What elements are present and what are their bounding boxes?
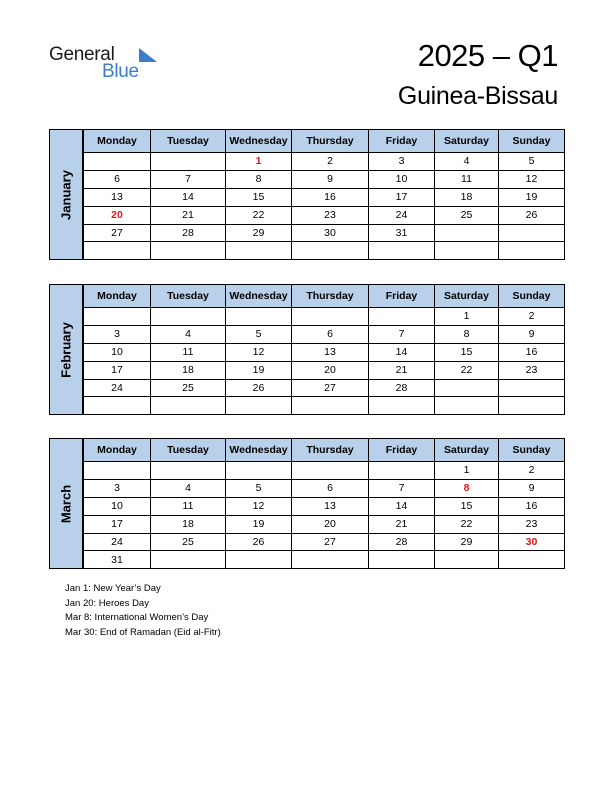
month-table [83,284,565,415]
day-cell: 17 [84,515,151,533]
logo-triangle-icon [137,46,159,64]
week-row [84,462,565,480]
day-cell: 19 [499,188,565,206]
empty-day-cell [84,397,151,415]
empty-day-cell [292,308,369,326]
day-cell: 7 [369,479,435,497]
day-cell: 11 [151,497,226,515]
day-cell: 5 [226,325,292,343]
day-cell: 28 [369,379,435,397]
day-cell: 9 [499,325,565,343]
empty-day-cell [499,397,565,415]
weekday-header: Monday [84,130,151,153]
day-cell: 10 [84,497,151,515]
day-cell: 27 [292,533,369,551]
week-row [84,153,565,171]
holiday-note: Jan 20: Heroes Day [65,597,149,609]
day-cell: 31 [369,224,435,242]
day-cell: 18 [435,188,499,206]
weekday-header: Saturday [435,285,499,308]
day-cell: 16 [499,343,565,361]
day-cell: 30 [292,224,369,242]
empty-day-cell [369,397,435,415]
week-row [84,206,565,224]
day-cell: 23 [499,515,565,533]
day-cell: 14 [369,343,435,361]
empty-day-cell [151,153,226,171]
day-cell: 2 [499,308,565,326]
day-cell: 1 [435,308,499,326]
empty-day-cell [84,242,151,260]
holiday-note: Mar 30: End of Ramadan (Eid al-Fitr) [65,626,221,638]
week-row [84,343,565,361]
week-row [84,397,565,415]
empty-day-cell [435,551,499,569]
empty-day-cell [499,551,565,569]
day-cell: 5 [226,479,292,497]
day-cell: 4 [151,479,226,497]
empty-day-cell [292,462,369,480]
weekday-header: Thursday [292,130,369,153]
month-table [83,129,565,260]
day-cell: 15 [226,188,292,206]
empty-day-cell [226,308,292,326]
day-cell: 3 [84,479,151,497]
day-cell: 23 [292,206,369,224]
page-title: 2025 – Q1 [417,38,558,73]
day-cell: 4 [435,153,499,171]
week-row [84,515,565,533]
empty-day-cell [369,462,435,480]
day-cell: 20 [292,515,369,533]
weekday-header: Wednesday [226,285,292,308]
weekday-header: Sunday [499,130,565,153]
holiday-note: Jan 1: New Year’s Day [65,583,161,594]
weekday-header: Monday [84,439,151,462]
day-cell: 3 [369,153,435,171]
month-label [49,129,83,260]
month-name: January [58,169,74,220]
month-table [83,438,565,569]
week-row [84,379,565,397]
day-cell: 9 [292,170,369,188]
empty-day-cell [226,242,292,260]
day-cell: 10 [84,343,151,361]
day-cell: 2 [499,462,565,480]
day-cell: 16 [292,188,369,206]
day-cell: 5 [499,153,565,171]
empty-day-cell [292,242,369,260]
day-cell: 18 [151,361,226,379]
day-cell: 22 [226,206,292,224]
day-cell: 15 [435,497,499,515]
day-cell: 16 [499,497,565,515]
week-row [84,170,565,188]
empty-day-cell [226,397,292,415]
month-block-january [49,129,564,260]
day-cell: 19 [226,361,292,379]
weekday-header: Friday [369,439,435,462]
empty-day-cell [84,462,151,480]
empty-day-cell [226,551,292,569]
day-cell: 6 [292,479,369,497]
empty-day-cell [151,242,226,260]
day-cell: 11 [435,170,499,188]
day-cell: 24 [84,379,151,397]
day-cell: 24 [369,206,435,224]
day-cell: 12 [226,497,292,515]
empty-day-cell [499,379,565,397]
day-cell: 4 [151,325,226,343]
weekday-header: Thursday [292,439,369,462]
day-cell: 13 [84,188,151,206]
day-cell: 1 [435,462,499,480]
empty-day-cell [435,379,499,397]
day-cell: 26 [499,206,565,224]
month-block-march [49,438,564,569]
empty-day-cell [151,462,226,480]
day-cell: 21 [151,206,226,224]
weekday-header: Sunday [499,285,565,308]
day-cell: 23 [499,361,565,379]
week-row [84,497,565,515]
day-cell: 26 [226,533,292,551]
empty-day-cell [151,397,226,415]
weekday-header: Tuesday [151,285,226,308]
week-row [84,308,565,326]
month-name: March [58,484,74,523]
empty-day-cell [435,224,499,242]
weekday-header: Tuesday [151,130,226,153]
week-row [84,551,565,569]
week-row [84,224,565,242]
week-row [84,188,565,206]
empty-day-cell [499,224,565,242]
day-cell: 9 [499,479,565,497]
day-cell: 25 [435,206,499,224]
day-cell: 31 [84,551,151,569]
day-cell: 25 [151,533,226,551]
month-label [49,438,83,569]
empty-day-cell [151,551,226,569]
weekday-header: Wednesday [226,439,292,462]
day-cell: 21 [369,515,435,533]
day-cell: 26 [226,379,292,397]
day-cell: 28 [369,533,435,551]
day-cell: 17 [84,361,151,379]
day-cell: 7 [151,170,226,188]
holiday-notes [65,582,221,640]
day-cell: 27 [292,379,369,397]
day-cell: 12 [226,343,292,361]
day-cell: 22 [435,361,499,379]
brand-word-general: General [49,44,115,65]
weekday-header: Saturday [435,439,499,462]
day-cell: 14 [151,188,226,206]
day-cell: 11 [151,343,226,361]
day-cell: 20 [84,206,151,224]
empty-day-cell [435,242,499,260]
weekday-header: Wednesday [226,130,292,153]
day-cell: 29 [226,224,292,242]
empty-day-cell [84,308,151,326]
week-row [84,479,565,497]
day-cell: 14 [369,497,435,515]
day-cell: 10 [369,170,435,188]
brand-logo [49,44,149,84]
empty-day-cell [369,242,435,260]
weekday-header: Tuesday [151,439,226,462]
empty-day-cell [226,462,292,480]
empty-day-cell [84,153,151,171]
weekday-header: Thursday [292,285,369,308]
day-cell: 18 [151,515,226,533]
month-block-february [49,284,564,415]
day-cell: 30 [499,533,565,551]
week-row [84,325,565,343]
weekday-header: Monday [84,285,151,308]
day-cell: 19 [226,515,292,533]
week-row [84,242,565,260]
day-cell: 3 [84,325,151,343]
day-cell: 8 [435,479,499,497]
day-cell: 8 [226,170,292,188]
day-cell: 7 [369,325,435,343]
empty-day-cell [292,397,369,415]
empty-day-cell [151,308,226,326]
empty-day-cell [369,551,435,569]
empty-day-cell [435,397,499,415]
day-cell: 25 [151,379,226,397]
day-cell: 8 [435,325,499,343]
day-cell: 17 [369,188,435,206]
day-cell: 13 [292,497,369,515]
week-row [84,361,565,379]
country-name: Guinea-Bissau [397,82,558,110]
weekday-header: Friday [369,130,435,153]
day-cell: 21 [369,361,435,379]
weekday-header: Friday [369,285,435,308]
month-label [49,284,83,415]
day-cell: 6 [292,325,369,343]
day-cell: 22 [435,515,499,533]
holiday-note: Mar 8: International Women’s Day [65,612,209,623]
day-cell: 29 [435,533,499,551]
day-cell: 15 [435,343,499,361]
month-name: February [58,321,74,378]
week-row [84,533,565,551]
day-cell: 20 [292,361,369,379]
empty-day-cell [369,308,435,326]
day-cell: 27 [84,224,151,242]
day-cell: 13 [292,343,369,361]
day-cell: 24 [84,533,151,551]
empty-day-cell [499,242,565,260]
weekday-header: Sunday [499,439,565,462]
brand-word-blue: Blue [102,61,139,82]
day-cell: 6 [84,170,151,188]
day-cell: 28 [151,224,226,242]
empty-day-cell [292,551,369,569]
weekday-header: Saturday [435,130,499,153]
day-cell: 2 [292,153,369,171]
day-cell: 12 [499,170,565,188]
day-cell: 1 [226,153,292,171]
